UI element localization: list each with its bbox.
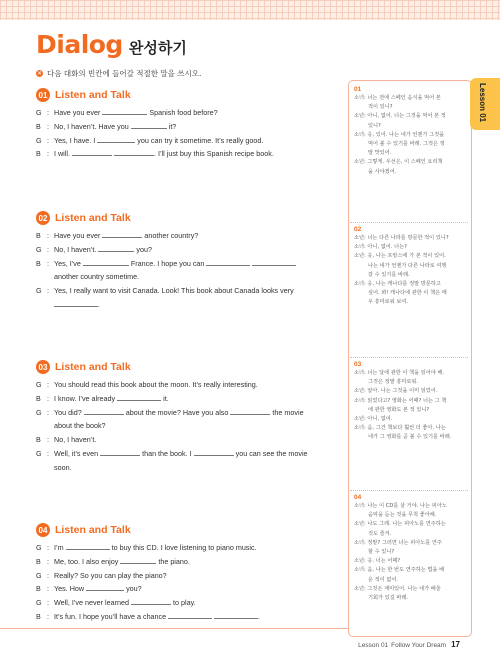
answer-blank[interactable] [100,447,140,456]
section-number-badge: 01 [36,88,50,102]
dialog-line: G :Yes, I have. I you can try it sometime. It’s really good. [36,134,341,148]
answer-blank[interactable] [72,147,112,156]
note-line: 적이 있니? [368,104,393,111]
dialog-text: it. [161,393,169,403]
dialog-text: You should read this book about the moon. It’s really interesting. [54,380,258,389]
dialog-text: soon. [54,462,72,472]
dialog-text: Well, I’ve never learned [54,598,131,608]
answer-blank[interactable] [168,610,212,619]
section-number-badge: 03 [36,360,50,374]
speaker-label: G [36,598,42,608]
answer-blank[interactable] [214,610,261,621]
dialog-text: the movie [270,407,304,417]
note-line: 소년: 응. 너는 어때? [354,558,401,565]
note-line: 나는 네가 언젠가 다른 나라로 여행 [368,262,447,269]
section-header [36,360,341,374]
dialog-line: G :You did? about the movie? Have you also the movie [36,406,341,420]
speaker-label: B [36,556,41,566]
answer-blank[interactable] [252,257,296,266]
title-dialog: Dialog [36,30,123,59]
note-line: 네가 그 영화를 곧 볼 수 있기를 바래. [368,434,452,441]
speaker-label: G [36,570,42,580]
speaker-label: G [36,286,42,296]
note-divider [350,357,468,358]
dialog-line: G :Well, I’ve never learned to play. [36,596,341,610]
dialog-text: you? [134,244,152,254]
dialog-text: Yes, I’ve [54,258,83,268]
note-divider [350,490,468,491]
note-line: 소녀: 너는 전에 스페인 음식을 먹어 본 [354,95,441,101]
dialog-text: you can try it sometime. It’s really good. [135,135,264,145]
speaker-label: B [36,435,41,445]
speaker-label: B [36,393,41,403]
dialog-line: B :Yes, I’ve France. I hope you can [36,257,341,271]
note-line: 기회가 있길 바래. [368,595,409,602]
translation-note-03 [354,360,466,443]
answer-blank[interactable] [66,541,110,550]
instruction-text: 다음 대화의 빈칸에 들어갈 적절한 말을 쓰시오. [47,69,202,78]
answer-blank[interactable] [54,298,98,307]
dialog-text: No, I haven’t. [54,435,97,445]
note-line: 있니? [368,122,381,129]
dialog-line: G :I’m to buy this CD. I love listening to piano music. [36,541,341,555]
page-number: 17 [451,640,460,649]
note-line: 을 사야겠어. [368,168,397,175]
note-line: 그것은 정말 흥미로워. [368,379,419,386]
answer-blank[interactable] [102,229,142,238]
dialog-line: B :I will. . I’ll just buy this Spanish recipe book. [36,147,341,161]
dialog-text: about the movie? Have you also [123,407,231,417]
note-line: 말 맛있어. [368,150,392,157]
dialog-line: G :No, I haven’t. you? [36,243,341,257]
speaker-label: B [36,584,41,594]
note-line: 소녀: 음, 그건 책보다 훨씬 더 좋아. 나는 [354,425,446,432]
speaker-label: G [36,448,42,458]
dialog-text: I know. I’ve already [54,393,118,403]
note-line: 소녀: 아니, 없어. 너는? [354,244,407,251]
dialog-text: another country sometime. [54,272,140,282]
section-header [36,211,341,225]
dialog-line: G :You should read this book about the moon. It’s really interesting. [36,378,341,392]
dialog-line [36,298,341,312]
answer-blank[interactable] [86,582,124,591]
dialog-line: B :Have you ever another country? [36,229,341,243]
dialog-text: Yes, I have. I [54,135,98,145]
dialog-text: Well, it’s even [54,448,101,458]
dialog-text: than the book. I [140,448,194,458]
note-line: 우 흥미로워 보여. [368,299,409,306]
title-complete: 완성하기 [128,39,187,57]
dialog-text: France. I hope you can [128,258,207,268]
section-02 [36,211,341,312]
dialog-text: Really? So you can play the piano? [54,570,167,580]
speaker-label: B [36,231,41,240]
dialog-line: B :Me, too. I also enjoy the piano. [36,555,341,569]
dialog-text: it? [166,121,177,131]
section-header [36,88,341,102]
note-line: 소녀: 응, 있어. 나는 네가 언젠가 그것을 [354,131,445,138]
dialog-line: G :Really? So you can play the piano? [36,569,341,583]
speaker-label: B [36,149,41,159]
dialog-text: to play. [170,598,196,608]
note-line: 소녀: 읽었다고? 영화는 어때? 너는 그 책 [354,397,447,404]
note-line: 소년: 아니, 없어. 너는 그것을 먹어 본 적 [354,113,446,120]
note-number: 01 [354,86,362,93]
section-title: Listen and Talk [55,212,131,224]
note-line: 소녀: 응, 나는 캐나다를 정말 방문하고 [354,281,441,288]
speaker-label: G [36,407,42,417]
section-number-badge: 02 [36,211,50,225]
dialog-text: to buy this CD. I love listening to piano music. [109,543,257,552]
speaker-label: G [36,380,42,389]
dialog-text: Have you ever [54,108,103,117]
section-header [36,523,341,537]
note-line: 소년: 그렇게. 우선은, 이 스페인 요리책 [354,159,443,166]
note-line: 소년: 알아. 나는 그것을 이미 읽었어. [354,388,438,395]
footer-lesson: Lesson 01 [358,642,389,649]
answer-blank[interactable] [117,392,161,401]
dialog-text: . [98,299,100,309]
dialog-line [36,419,341,433]
dialog-line: B :No, I haven’t. Have you it? [36,120,341,134]
translation-note-04 [354,493,466,603]
dialog-text: I’m [54,543,66,552]
note-line: 에 관한 영화도 본 적 있니? [368,406,430,413]
footer-rule [0,628,348,629]
answer-blank[interactable] [131,596,171,605]
speaker-label: G [36,108,42,117]
footer [358,640,460,649]
section-04 [36,523,341,624]
dialog-text: . [258,611,261,621]
note-line: 소녀: 정말? 그러면 너는 피아노를 연주 [354,539,442,546]
dialog-text: Yes. How [54,584,87,594]
answer-blank[interactable] [194,447,234,456]
answer-blank[interactable] [120,555,156,564]
dialog-line: B :No, I haven’t. [36,433,341,447]
dialog-line [36,461,341,475]
section-number-badge: 04 [36,523,50,537]
section-title: Listen and Talk [55,524,131,536]
answer-blank[interactable] [206,257,250,266]
note-line: 소녀: 음, 나는 한 번도 연주하는 법을 배 [354,567,445,574]
instruction-bullet-icon: ✕ [36,70,43,77]
speaker-label: B [36,121,41,131]
dialog-line: B :I know. I’ve already it. [36,392,341,406]
dialog-line: G :Yes, I really want to visit Canada. Look! This book about Canada looks very [36,284,341,298]
answer-blank[interactable] [84,406,124,415]
dialog-text: It’s fun. I hope you’ll have a chance [54,611,169,621]
dialog-text: No, I haven’t. [54,244,99,254]
answer-blank[interactable] [83,257,129,266]
dialog-text: Yes, I really want to visit Canada. Look! This book about Canada looks very [54,286,294,296]
note-line: 할 수 있니? [368,549,395,556]
dialog-line: G :Have you ever Spanish food before? [36,106,341,120]
speaker-label: B [36,258,41,268]
lesson-tab-label: Lesson 01 [478,83,487,123]
dialog-line: B :It’s fun. I hope you’ll have a chance . [36,610,341,624]
answer-blank[interactable] [102,106,147,115]
page-title [36,30,187,60]
top-pattern-band [0,0,500,20]
note-line: 갈 수 있기를 바래. [368,271,410,278]
dialog-text: the piano. [156,556,190,566]
note-number: 04 [354,494,362,501]
dialog-text: another country? [142,231,199,240]
speaker-label: B [36,611,41,621]
note-line: 소녀: 나는 이 CD를 살 거야. 나는 피아노 [354,503,447,509]
note-line: 소년: 너는 다른 나라를 방문한 적이 있니? [354,235,449,241]
answer-blank[interactable] [131,120,167,129]
note-line: 소년: 그것은 재미있어. 나는 네가 배울 [354,585,441,592]
section-title: Listen and Talk [55,89,131,101]
lesson-tab [470,78,500,130]
footer-title: Follow Your Dream [391,642,447,649]
dialog-line: B :Yes. How you? [36,582,341,596]
dialog-text: No, I haven’t. Have you [54,121,131,131]
answer-blank[interactable] [230,406,270,415]
dialog-text: . I’ll just buy this Spanish recipe book. [153,149,274,159]
answer-blank[interactable] [98,243,134,252]
note-number: 02 [354,226,362,233]
note-number: 03 [354,361,362,368]
note-line: 소년: 나도 그래. 나는 피아노를 연주하는 [354,521,446,528]
answer-blank[interactable] [97,134,135,143]
note-line: 소녀: 너는 달에 관한 이 책을 읽어야 해. [354,370,445,376]
dialog-text: You did? [54,407,84,417]
section-01 [36,88,341,161]
note-line: 싶어. 봐! 캐나다에 관한 이 책은 매 [368,290,447,297]
dialog-text: Have you ever [54,231,103,240]
section-title: Listen and Talk [55,361,131,373]
translation-note-02 [354,225,466,308]
dialog-text: Spanish food before? [147,108,218,117]
note-line: 먹어 볼 수 있기를 바래. 그것은 정 [368,141,445,148]
dialog-text: Me, too. I also enjoy [54,556,121,566]
section-03 [36,360,341,475]
note-line: 소년: 아니, 없어. [354,416,393,423]
speaker-label: G [36,244,42,254]
dialog-line: G :Well, it’s even than the book. I you can see the movie [36,447,341,461]
answer-blank[interactable] [114,147,154,156]
dialog-line [36,270,341,284]
dialog-text: I will. [54,149,72,159]
note-line: 소년: 응, 나는 프랑스에 가 본 적이 있어. [354,253,446,260]
instruction [36,68,201,79]
dialog-text: you? [124,584,142,594]
dialog-text: about the book? [54,421,106,431]
translation-note-01 [354,85,466,177]
note-divider [350,222,468,223]
note-line: 음악을 듣는 것을 무척 좋아해. [368,512,437,519]
note-line: 것도 즐겨. [368,530,392,537]
speaker-label: G [36,543,42,552]
speaker-label: G [36,135,42,145]
note-line: 운 적이 없어. [368,576,399,583]
dialog-text: you can see the movie [233,448,308,458]
